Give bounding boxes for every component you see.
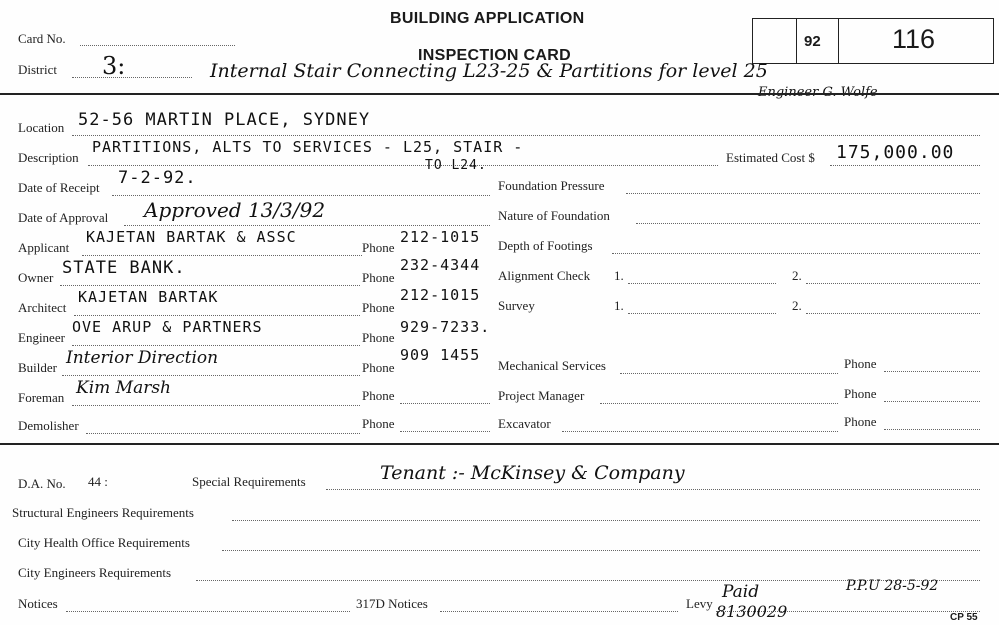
- approval-value: Approved 13/3/92: [144, 198, 326, 222]
- pm-phone-line: [884, 401, 980, 402]
- architect-phone-label: Phone: [362, 300, 395, 315]
- structural-label: Structural Engineers Requirements: [12, 505, 194, 520]
- form-code: CP 55: [950, 612, 978, 623]
- da-value: 44 :: [88, 474, 108, 489]
- card-title: BUILDING APPLICATION: [390, 10, 585, 27]
- health-label: City Health Office Requirements: [18, 535, 190, 550]
- demolisher-phone-line: [400, 431, 490, 432]
- handwritten-note: Internal Stair Connecting L23-25 & Partitions for level 25: [210, 60, 768, 82]
- description-line: [88, 165, 718, 166]
- foreman-line: [72, 405, 360, 406]
- owner-phone-label: Phone: [362, 270, 395, 285]
- description-value: PARTITIONS, ALTS TO SERVICES - L25, STAIR -: [92, 138, 524, 156]
- foundation-pressure-line: [626, 193, 980, 194]
- notices317-line: [440, 611, 678, 612]
- approval-label: Date of Approval: [18, 210, 109, 225]
- levy-label: Levy: [686, 596, 713, 611]
- mech-label: Mechanical Services: [498, 358, 606, 373]
- paid-note: P.P.U 28-5-92: [846, 578, 939, 594]
- architect-label: Architect: [18, 300, 67, 315]
- excavator-label: Excavator: [498, 416, 551, 431]
- engineer-phone-label: Phone: [362, 330, 395, 345]
- owner-line: [60, 285, 360, 286]
- architect-phone: 212-1015: [400, 286, 481, 304]
- nature-foundation-line: [636, 223, 980, 224]
- city-eng-label: City Engineers Requirements: [18, 565, 172, 580]
- nature-foundation-label: Nature of Foundation: [498, 208, 610, 223]
- builder-phone-label: Phone: [362, 360, 395, 375]
- demolisher-label: Demolisher: [18, 418, 79, 433]
- applicant-phone-label: Phone: [362, 240, 395, 255]
- levy-value: Paid: [722, 582, 760, 602]
- district-value: 3:: [102, 52, 126, 80]
- location-label: Location: [18, 120, 65, 135]
- builder-label: Builder: [18, 360, 57, 375]
- foreman-phone-line: [400, 403, 490, 404]
- owner-label: Owner: [18, 270, 54, 285]
- engineer-label: Engineer: [18, 330, 65, 345]
- depth-footings-line: [612, 253, 980, 254]
- pm-label: Project Manager: [498, 388, 585, 403]
- survey-line-2: [806, 313, 980, 314]
- receipt-number: 8130029: [716, 602, 788, 621]
- alignment-line-1: [628, 283, 776, 284]
- year-value: 92: [804, 33, 821, 50]
- location-value: 52-56 MARTIN PLACE, SYDNEY: [78, 110, 371, 130]
- number-box: [752, 18, 994, 64]
- receipt-line: [112, 195, 490, 196]
- cost-value: 175,000.00: [836, 142, 955, 163]
- builder-line: [62, 375, 360, 376]
- applicant-phone: 212-1015: [400, 228, 481, 246]
- engineer-line: [72, 345, 360, 346]
- mech-phone-line: [884, 371, 980, 372]
- survey-two: 2.: [792, 298, 802, 313]
- receipt-value: 7-2-92.: [118, 168, 197, 188]
- approval-line: [124, 225, 490, 226]
- pm-phone-label: Phone: [844, 386, 877, 401]
- da-label: D.A. No.: [18, 476, 66, 491]
- box-divider-1: [796, 19, 797, 63]
- demolisher-phone-label: Phone: [362, 416, 395, 431]
- builder-phone: 909 1455: [400, 346, 481, 364]
- card-subtitle: INSPECTION CARD: [418, 47, 571, 64]
- applicant-line: [82, 255, 362, 256]
- district-label: District: [18, 62, 57, 77]
- card-no-line: [80, 45, 235, 46]
- cost-label: Estimated Cost $: [726, 150, 815, 165]
- box-divider-2: [838, 19, 839, 63]
- mech-line: [620, 373, 838, 374]
- engineer-phone: 929-7233.: [400, 318, 491, 336]
- demolisher-line: [86, 433, 360, 434]
- alignment-one: 1.: [614, 268, 624, 283]
- description-label: Description: [18, 150, 79, 165]
- mech-phone-label: Phone: [844, 356, 877, 371]
- survey-line-1: [628, 313, 776, 314]
- depth-footings-label: Depth of Footings: [498, 238, 593, 253]
- excavator-phone-line: [884, 429, 980, 430]
- card-number: 116: [892, 24, 936, 54]
- alignment-two: 2.: [792, 268, 802, 283]
- pm-line: [600, 403, 838, 404]
- foreman-label: Foreman: [18, 390, 65, 405]
- applicant-value: KAJETAN BARTAK & ASSC: [86, 228, 297, 246]
- notices-line: [66, 611, 350, 612]
- foreman-value: Kim Marsh: [76, 378, 172, 398]
- special-line: [326, 489, 980, 490]
- alignment-label: Alignment Check: [498, 268, 591, 283]
- description-value-2: TO L24.: [425, 158, 487, 173]
- middle-rule: [0, 443, 999, 445]
- architect-line: [74, 315, 360, 316]
- architect-value: KAJETAN BARTAK: [78, 288, 219, 306]
- owner-phone: 232-4344: [400, 256, 481, 274]
- foreman-phone-label: Phone: [362, 388, 395, 403]
- owner-value: STATE BANK.: [62, 258, 186, 278]
- card-no-label: Card No.: [18, 31, 66, 46]
- cost-line: [830, 165, 980, 166]
- excavator-phone-label: Phone: [844, 414, 877, 429]
- location-line: [72, 135, 980, 136]
- foundation-pressure-label: Foundation Pressure: [498, 178, 605, 193]
- receipt-label: Date of Receipt: [18, 180, 100, 195]
- survey-label: Survey: [498, 298, 535, 313]
- survey-one: 1.: [614, 298, 624, 313]
- applicant-label: Applicant: [18, 240, 70, 255]
- notices317-label: 317D Notices: [356, 596, 428, 611]
- engineer-note: Engineer G. Wolfe: [758, 85, 878, 100]
- header-rule: [0, 93, 999, 95]
- notices-label: Notices: [18, 596, 58, 611]
- health-line: [222, 550, 980, 551]
- excavator-line: [562, 431, 838, 432]
- engineer-value: OVE ARUP & PARTNERS: [72, 318, 263, 336]
- district-line: [72, 77, 192, 78]
- structural-line: [232, 520, 980, 521]
- builder-value: Interior Direction: [66, 348, 219, 368]
- alignment-line-2: [806, 283, 980, 284]
- special-label: Special Requirements: [192, 474, 306, 489]
- special-value: Tenant :- McKinsey & Company: [380, 462, 685, 484]
